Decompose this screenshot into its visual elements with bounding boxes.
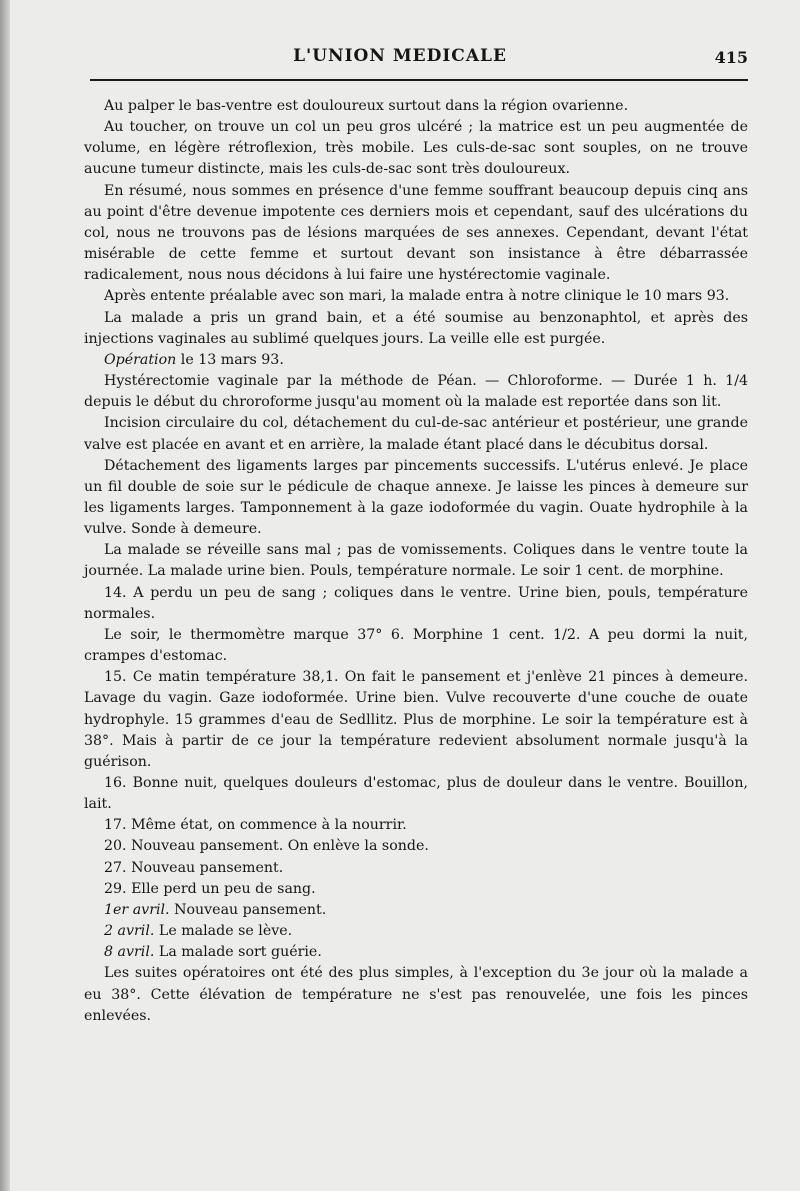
diary-entry: 20. Nouveau pansement. On enlève la sonde. (104, 838, 429, 855)
diary-entry: 17. Même état, on commence à la nourrir. (104, 817, 407, 834)
paragraph: Incision circulaire du col, détachement du cul-de-sac antérieur et postérieur, une grande valve est placée en avant et en arrière, la malade étant placé dans le décubitus dorsal. (84, 415, 748, 453)
diary-entry: 8 avril. La malade sort guérie. (104, 944, 322, 961)
page-edge-shadow (0, 0, 10, 1191)
paragraph: En résumé, nous sommes en présence d'une femme souffrant beaucoup depuis cinq ans au point d'être devenue impotente ces derniers mois et cependant, sauf des ulcérations du col, nous ne trouvons pas de lésions marquées de ses annexes. Cependant, devant l'état misérable de cette femme et surtout devant son insistance à être débarrassée radicalement, nous nous décidons à lui faire une hystérectomie vaginale. (84, 182, 748, 284)
page-header (90, 44, 748, 72)
diary-entry: 1er avril. Nouveau pansement. (104, 901, 327, 918)
paragraph: La malade se réveille sans mal ; pas de vomissements. Coliques dans le ventre toute la journée. La malade urine bien. Pouls, température normale. Le soir 1 cent. de morphine. (84, 542, 748, 580)
entry-date: 2 avril. (104, 923, 155, 940)
operation-date-line: Opération le 13 mars 93. (104, 351, 284, 368)
diary-entry: 29. Elle perd un peu de sang. (104, 880, 316, 897)
diary-entry: 15. Ce matin température 38,1. On fait le pansement et j'enlève 21 pinces à demeure. Lavage du vagin. Gaze iodoformée. Urine bien. Vulve recouverte d'une couche de ouate hydrophyle. 15 grammes d'eau de Sedllitz. Plus de morphine. Le soir la température est à 38°. Mais à partir de ce jour la température redevient absolument normale jusqu'à la guérison. (84, 669, 748, 770)
running-title: L'UNION MEDICALE (293, 46, 507, 66)
header-rule (90, 79, 748, 81)
paragraph: Les suites opératoires ont été des plus simples, à l'exception du 3e jour où la malade a eu 38°. Cette élévation de température ne s'est pas renouvelée, une fois les pinces enlevées. (84, 965, 748, 1024)
paragraph: Détachement des ligaments larges par pincements successifs. L'utérus enlevé. Je place un fil double de soie sur le pédicule de chaque annexe. Je laisse les pinces à demeure sur les ligaments larges. Tamponnement à la gaze iodoformée du vagin. Ouate hydrophile à la vulve. Sonde à demeure. (84, 457, 748, 538)
entry-date: 8 avril. (104, 944, 155, 961)
paragraph: La malade a pris un grand bain, et a été soumise au benzonaphtol, et après des injections vaginales au sublimé quelques jours. La veille elle est purgée. (84, 309, 748, 347)
paragraph: Au palper le bas-ventre est douloureux surtout dans la région ovarienne. (104, 98, 629, 114)
operation-heading: Opération (104, 351, 177, 368)
diary-entry: 16. Bonne nuit, quelques douleurs d'estomac, plus de douleur dans le ventre. Bouillon, lait. (84, 775, 748, 813)
diary-entry: 27. Nouveau pansement. (104, 859, 284, 876)
diary-entry: Le soir, le thermomètre marque 37° 6. Morphine 1 cent. 1/2. A peu dormi la nuit, crampes d'estomac. (84, 626, 748, 665)
page-number: 415 (714, 48, 748, 67)
entry-date: 1er avril. (104, 901, 170, 918)
article-body (84, 96, 748, 1027)
paragraph: Après entente préalable avec son mari, la malade entra à notre clinique le 10 mars 93. (104, 288, 730, 305)
paragraph: Au toucher, on trouve un col un peu gros ulcéré ; la matrice est un peu augmentée de volume, en légère rétroflexion, très mobile. Les culs-de-sac sont souples, on ne trouve aucune tumeur distincte, mais les culs-de-sac sont très douloureux. (84, 119, 748, 178)
diary-entry: 14. A perdu un peu de sang ; coliques dans le ventre. Urine bien, pouls, température normales. (84, 584, 748, 622)
diary-entry: 2 avril. Le malade se lève. (104, 923, 293, 940)
paragraph: Hystérectomie vaginale par la méthode de Péan. — Chloroforme. — Durée 1 h. 1/4 depuis le début du chroroforme jusqu'au moment où la malade est reportée dans son lit. (84, 373, 748, 411)
